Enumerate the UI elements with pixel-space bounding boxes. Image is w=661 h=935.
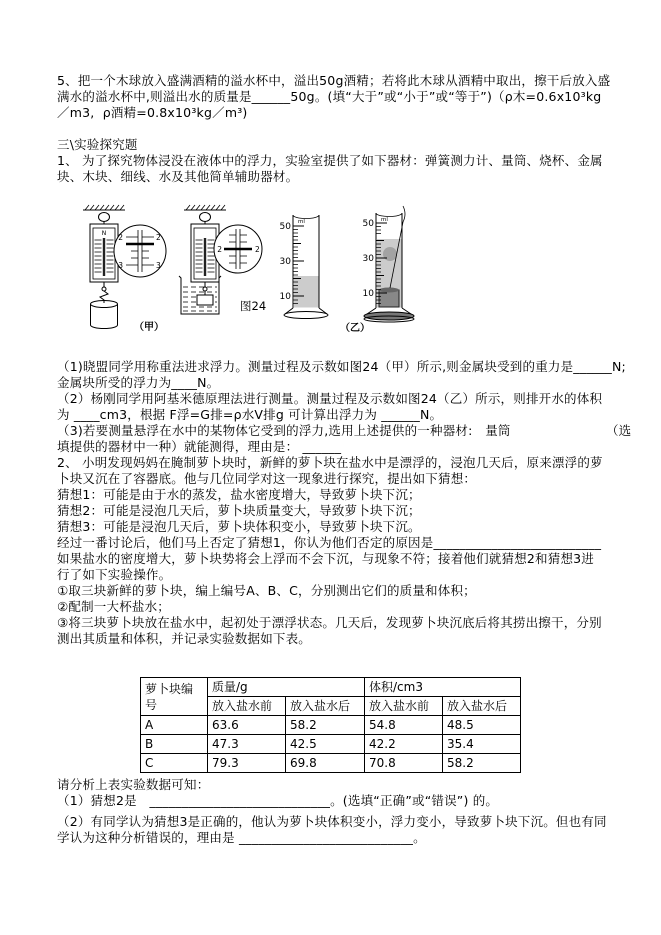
- q1-sub2-line-1: （2）杨刚同学用阿基米德原理法进行测量。测量过程及示数如图24（乙）所示，则排开水的体积: [57, 391, 603, 406]
- subheader-volume-after: 放入盐水后: [443, 697, 521, 716]
- cyl1-tick-30: 30: [279, 257, 291, 267]
- q2-guess-1: 猜想1：可能是由于水的蒸发，盐水密度增大，导致萝卜块下沉；: [57, 487, 421, 502]
- q1-line-1: 1、 为了探究物体浸没在液体中的浮力，实验室提供了如下器材：弹簧测力计、量筒、烧杯、金属: [57, 153, 603, 168]
- row-id: B: [141, 735, 208, 754]
- subheader-volume-before: 放入盐水前: [365, 697, 443, 716]
- header-volume: 体积/cm3: [365, 678, 521, 697]
- sunken-block: [379, 288, 399, 308]
- cell-value: 42.2: [365, 735, 443, 754]
- magnifier-water-reading: [214, 225, 262, 273]
- cell-value: 58.2: [286, 716, 365, 735]
- row-id: C: [141, 754, 208, 773]
- q1-sub1-line-2: 金属块所受的浮力为____N。: [57, 375, 220, 390]
- cyl1-ml-mark: ml: [298, 219, 305, 225]
- analysis-sub-2-line-1: （2）有同学认为猜想3是正确的，他认为萝卜块体积变小，浮力变小，导致萝卜块下沉。但也有同: [57, 814, 607, 829]
- q1-sub3-line-2: 填提供的器材中一种）就能测得，理由是： ______: [57, 439, 342, 454]
- cell-value: 48.5: [443, 716, 521, 735]
- q2-reason-line-2: 行了如下实验操作。: [57, 567, 172, 582]
- cell-value: 79.3: [208, 754, 286, 773]
- q1-sub3-line-1: （3)若要测量悬浮在水中的某物体它受到的浮力,选用上述提供的一种器材: 量筒 （选: [57, 423, 632, 438]
- cell-value: 63.6: [208, 716, 286, 735]
- metal-block: [91, 301, 118, 329]
- cyl2-tick-50: 50: [362, 219, 374, 229]
- water-before: [294, 276, 319, 308]
- q5-line-2: 满水的溢水杯中,则溢出水的质量是______50g。(填“大于”或“小于”或“等于”)（ρ木=0.6x10³kg: [57, 89, 602, 104]
- figure-24: [76, 202, 448, 338]
- q1-line-2: 块、木块、细线、水及其他简单辅助器材。: [57, 169, 299, 184]
- q2-step-3-line-1: ③将三块萝卜块放在盐水中，起初处于漂浮状态。几天后，发现萝卜块沉底后将其捞出擦干，分别: [57, 615, 602, 630]
- q2-step-1: ①取三块新鲜的萝卜块，编上编号A、B、C，分别测出它们的质量和体积；: [57, 583, 476, 598]
- q2-discussion: 经过一番讨论后，他们马上否定了猜想1，你认为他们否定的原因是__________________________: [57, 535, 602, 550]
- cyl2-ml-mark: ml: [381, 217, 388, 223]
- water-blob: [383, 247, 397, 261]
- q5-line-3: ／m3, ρ酒精=0.8x10³kg／m³): [57, 105, 248, 120]
- newton-unit-label: N: [101, 230, 107, 237]
- submerged-block: [197, 295, 213, 305]
- cyl2-tick-10: 10: [362, 289, 374, 299]
- subheader-mass-before: 放入盐水前: [208, 697, 286, 716]
- mag1-label-3-right: 3: [156, 261, 161, 270]
- mag2-label-2-right: 2: [255, 245, 260, 254]
- header-radish-id: 萝卜块编号: [141, 678, 208, 716]
- header-mass: 质量/g: [208, 678, 365, 697]
- subheader-mass-after: 放入盐水后: [286, 697, 365, 716]
- q2-reason-line-1: 如果盐水的密度增大，萝卜块势将会上浮而不会下沉，与现象不符；接着他们就猜想2和猜想3进: [57, 551, 595, 566]
- analysis-sub-1: （1）猜想2是 ____________________________。(选填“正确”或“错误”) 的。: [57, 793, 499, 808]
- q2-line-2: 卜块又沉在了容器底。他与几位同学对这一现象进行探究，提出如下猜想：: [57, 471, 477, 486]
- cyl1-tick-10: 10: [279, 292, 291, 302]
- cyl1-tick-50: 50: [279, 222, 291, 232]
- q2-step-2: ②配制一大杯盐水；: [57, 599, 171, 614]
- cell-value: 70.8: [365, 754, 443, 773]
- q2-step-3-line-2: 测出其质量和体积，并记录实验数据如下表。: [57, 631, 312, 646]
- q5-line-1: 5、把一个木球放入盛满酒精的溢水杯中，溢出50g酒精；若将此木球从酒精中取出，擦干后放入盛: [57, 73, 611, 88]
- table-row: [141, 716, 521, 735]
- section-title: 三\实验探究题: [57, 137, 138, 152]
- analysis-sub-2-line-2: 学认为这种分析错误的，理由是 ___________________________。: [57, 830, 426, 845]
- table-row: [141, 754, 521, 773]
- cyl2-tick-30: 30: [362, 254, 374, 264]
- cell-value: 69.8: [286, 754, 365, 773]
- row-id: A: [141, 716, 208, 735]
- figure-caption: 图24: [240, 299, 267, 313]
- q1-sub1-line-1: （1)晓盟同学用称重法进求浮力。测量过程及示数如图24（甲）所示,则金属块受到的重力是______N;: [57, 359, 626, 374]
- analysis-intro: 请分析上表实验数据可知：: [57, 777, 210, 792]
- table-row: [141, 735, 521, 754]
- figure-label-yi: （乙）: [340, 323, 370, 334]
- q1-sub2-line-2: 为 ____cm3，根据 F浮=G排=ρ水V排g 可计算出浮力为 ______N。: [57, 407, 443, 422]
- cell-value: 54.8: [365, 716, 443, 735]
- q2-line-1: 2、 小明发现妈妈在腌制萝卜块时，新鲜的萝卜块在盐水中是漂浮的，浸泡几天后，原来漂浮的萝: [57, 455, 603, 470]
- mag1-label-2-left: 2: [118, 233, 123, 242]
- graduated-cylinder-before: [280, 215, 328, 319]
- cell-value: 47.3: [208, 735, 286, 754]
- magnifier-air-reading: [114, 225, 166, 277]
- q2-guess-2: 猜想2：可能是浸泡几天后，萝卜块质量变大，导致萝卜块下沉；: [57, 503, 421, 518]
- cell-value: 35.4: [443, 735, 521, 754]
- cell-value: 42.5: [286, 735, 365, 754]
- graduated-cylinder-after: [363, 206, 414, 322]
- q2-guess-3: 猜想3：可能是浸泡几天后，萝卜块体积变小，导致萝卜块下沉。: [57, 519, 421, 534]
- mag1-label-2-right: 2: [156, 233, 161, 242]
- mag1-label-3-left: 3: [118, 261, 123, 270]
- experiment-data-table: [140, 677, 521, 773]
- cell-value: 58.2: [443, 754, 521, 773]
- table-header-row: [141, 678, 521, 697]
- figure-label-jia: （甲）: [134, 322, 164, 333]
- mag2-label-2-left: 2: [217, 245, 222, 254]
